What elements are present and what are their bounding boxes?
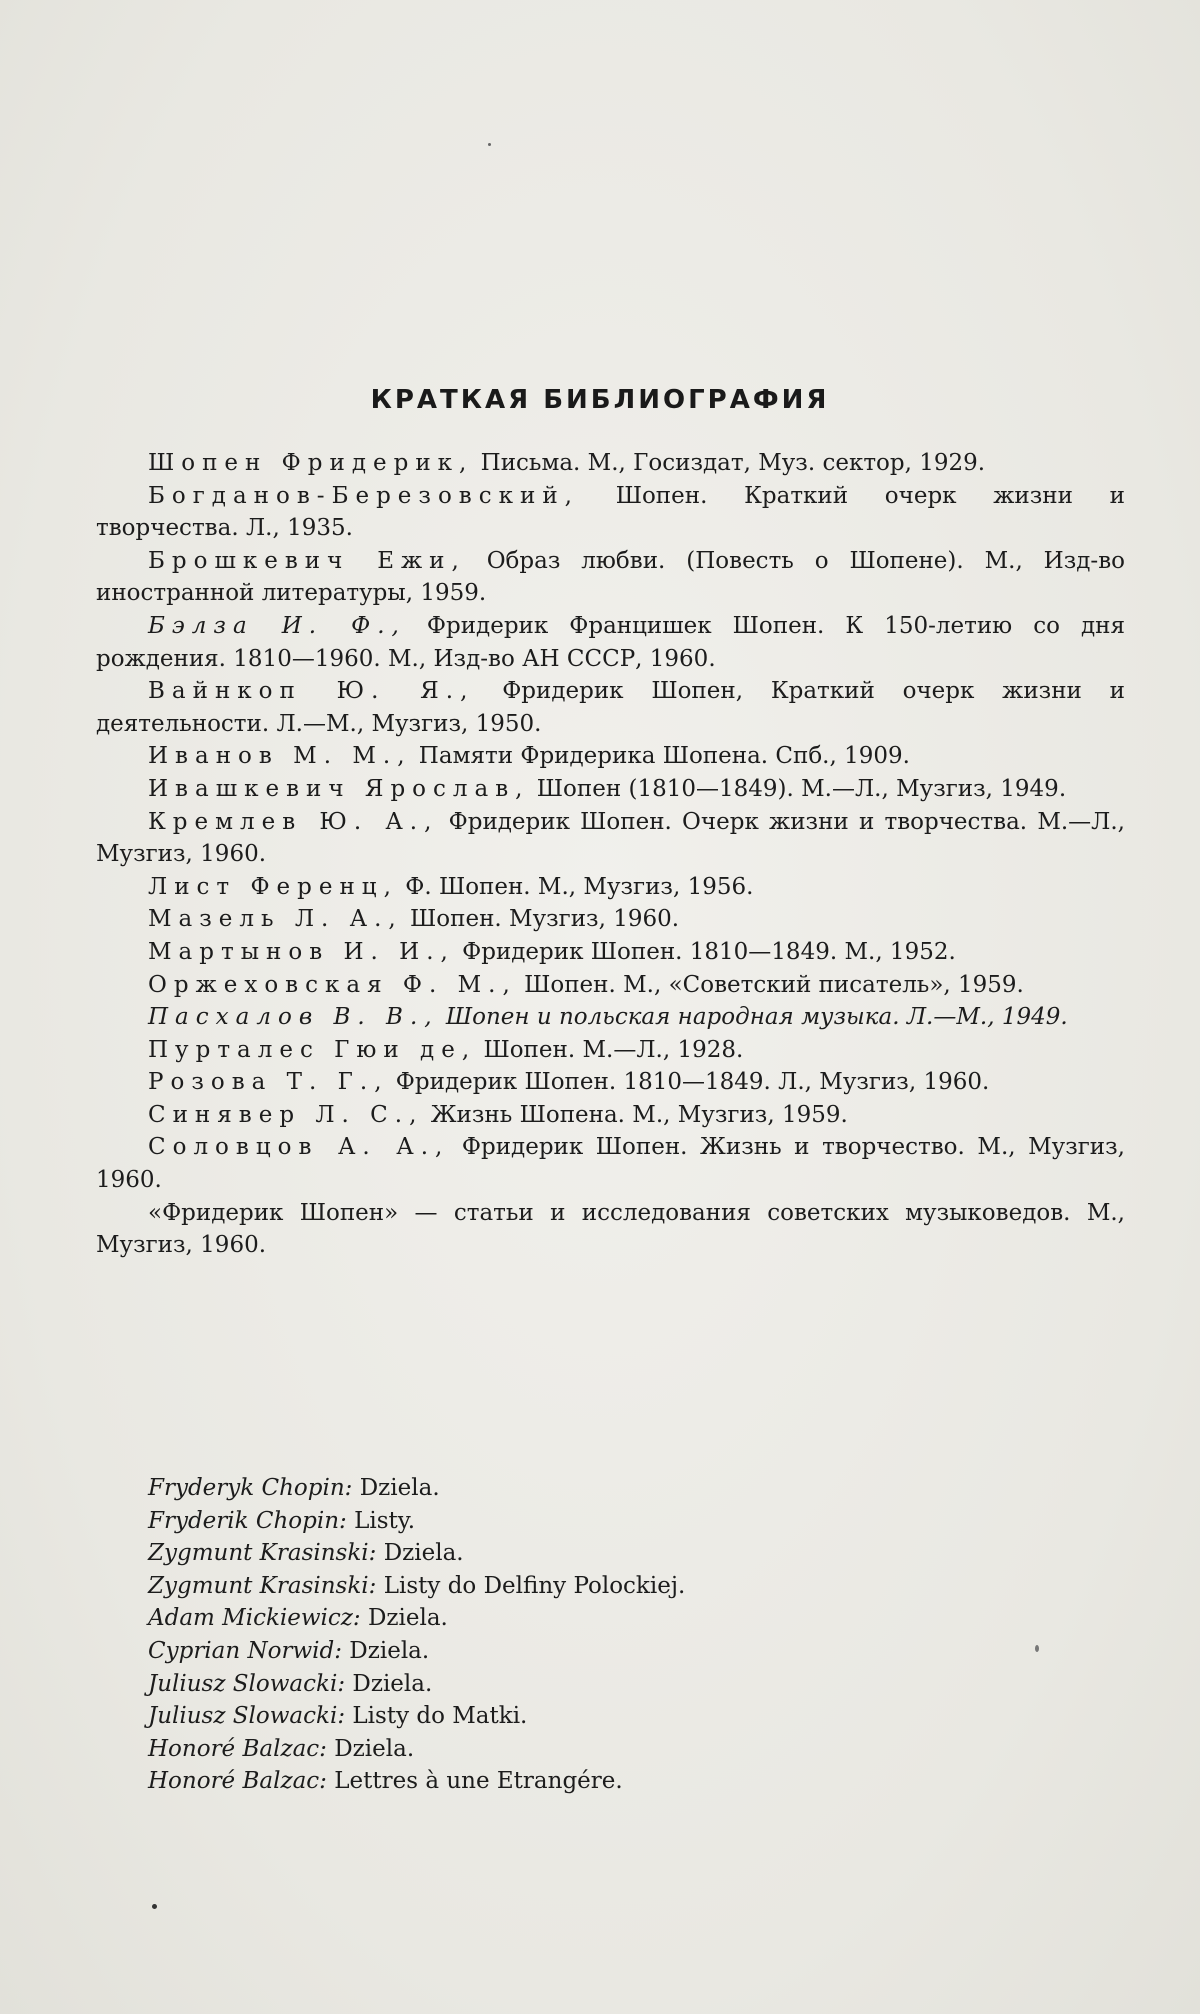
source-author: Fryderik Chopin: xyxy=(148,1507,347,1534)
entry-author: Иванов М. М., xyxy=(148,743,412,770)
entry-author: Синявер Л. С., xyxy=(148,1101,424,1128)
bibliography-entry xyxy=(96,1099,1125,1132)
source-author: Juliusz Slowacki: xyxy=(148,1670,346,1697)
foreign-source-entry xyxy=(148,1472,1048,1505)
foreign-source-entry xyxy=(148,1505,1048,1538)
entry-text: Памяти Фридерика Шопена. Спб., 1909. xyxy=(411,743,910,770)
entry-text: Шопен (1810—1849). М.—Л., Музгиз, 1949. xyxy=(529,775,1067,802)
entry-author: Пасхалов В. В., xyxy=(148,1004,439,1031)
entry-text: Ф. Шопен. М., Музгиз, 1956. xyxy=(397,873,754,900)
entry-text: Письма. М., Госиздат, Муз. сектор, 1929. xyxy=(473,450,986,476)
entry-text: Фридерик Шопен. Очерк жизни и творчества. М.—Л., Музгиз, 1960. xyxy=(96,808,1125,868)
source-title: Dziela. xyxy=(345,1670,433,1697)
source-author: Honoré Balzac: xyxy=(148,1735,327,1762)
source-title: Listy. xyxy=(346,1507,416,1534)
foreign-source-entry xyxy=(148,1733,1048,1766)
bibliography-list xyxy=(96,447,1125,1262)
bibliography-entry xyxy=(96,480,1125,545)
entry-author: Соловцов А. А., xyxy=(148,1134,450,1161)
source-author: Fryderyk Chopin: xyxy=(148,1475,353,1501)
bibliography-entry xyxy=(96,969,1125,1002)
bibliography-entry xyxy=(96,1034,1125,1067)
entry-text: Образ любви. (Повесть о Шопене). М., Изд-во иностранной литературы, 1959. xyxy=(96,547,1125,607)
foreign-source-entry xyxy=(148,1635,1048,1668)
bibliography-entry xyxy=(96,903,1125,936)
entry-author: Кремлев Ю. А., xyxy=(148,808,439,835)
entry-author: Брошкевич Ежи, xyxy=(148,547,466,574)
entry-author: Розова Т. Г., xyxy=(148,1069,389,1096)
source-title: Dziela. xyxy=(326,1735,415,1762)
entry-author: Шопен Фридерик, xyxy=(148,450,474,476)
bibliography-entry xyxy=(96,675,1125,740)
bibliography-entry xyxy=(96,740,1125,773)
entry-text: Шопен и польская народная музыка. Л.—М., 1949. xyxy=(438,1004,1068,1031)
foreign-sources-list xyxy=(148,1472,1048,1798)
entry-text: Шопен. Краткий очерк жизни и творчества. Л., 1935. xyxy=(96,482,1125,542)
entry-author: Пурталес Гюи де, xyxy=(148,1036,477,1063)
entry-text: Фридерик Шопен. 1810—1849. Л., Музгиз, 1960. xyxy=(388,1069,990,1096)
source-title: Listy do Matki. xyxy=(345,1703,528,1730)
source-title: Dziela. xyxy=(341,1637,430,1664)
foreign-source-entry xyxy=(148,1602,1048,1635)
print-speck xyxy=(152,1904,157,1909)
source-author: Zygmunt Krasinski: xyxy=(148,1572,377,1599)
bibliography-entry xyxy=(96,1001,1125,1034)
source-title: Listy do Delfiny Polockiej. xyxy=(376,1572,686,1599)
bibliography-entry xyxy=(96,545,1125,610)
source-author: Cyprian Norwid: xyxy=(148,1637,342,1664)
entry-text: Шопен. М.—Л., 1928. xyxy=(476,1036,744,1063)
entry-author: Бэлза И. Ф., xyxy=(148,612,406,639)
print-speck xyxy=(1035,1645,1039,1652)
entry-author: Мартынов И. И., xyxy=(148,938,455,965)
bibliography-entry xyxy=(96,610,1125,675)
source-author: Juliusz Slowacki: xyxy=(148,1703,346,1730)
bibliography-entry xyxy=(96,1197,1125,1262)
entry-author: Ивашкевич Ярослав, xyxy=(148,775,530,802)
source-author: Honoré Balzac: xyxy=(148,1768,327,1795)
entry-author: Оржеховская Ф. М., xyxy=(148,971,517,998)
source-title: Dziela. xyxy=(360,1605,448,1632)
foreign-source-entry xyxy=(148,1570,1048,1603)
entry-text: Фридерик Шопен. Жизнь и творчество. М., Музгиз, 1960. xyxy=(96,1134,1125,1194)
bibliography-entry xyxy=(96,447,1125,480)
source-title: Dziela. xyxy=(376,1540,464,1567)
foreign-source-entry xyxy=(148,1668,1048,1701)
source-author: Adam Mickiewicz: xyxy=(148,1605,361,1632)
source-title: Lettres à une Etrangére. xyxy=(326,1768,623,1795)
entry-author: Богданов-Березовский, xyxy=(148,482,579,509)
bibliography-entry xyxy=(96,871,1125,904)
entry-author: Мазель Л. А., xyxy=(148,906,403,933)
bibliography-entry xyxy=(96,806,1125,871)
page-title: КРАТКАЯ БИБЛИОГРАФИЯ xyxy=(370,385,830,415)
foreign-source-entry xyxy=(148,1700,1048,1733)
entry-text: Шопен. М., «Советский писатель», 1959. xyxy=(516,971,1024,998)
bibliography-entry xyxy=(96,1066,1125,1099)
entry-text: Фридерик Францишек Шопен. К 150-летию со дня рождения. 1810—1960. М., Изд-во АН СССР, 1960. xyxy=(96,612,1126,672)
foreign-source-entry xyxy=(148,1765,1048,1798)
bibliography-entry xyxy=(96,936,1125,969)
source-author: Zygmunt Krasinski: xyxy=(148,1540,377,1567)
entry-text: «Фридерик Шопен» — статьи и исследования советских музыковедов. М., Музгиз, 1960. xyxy=(96,1199,1125,1259)
foreign-source-entry xyxy=(148,1537,1048,1570)
entry-author: Лист Ференц, xyxy=(148,873,398,900)
print-speck xyxy=(488,143,491,146)
source-title: Dziela. xyxy=(352,1475,440,1501)
entry-text: Жизнь Шопена. М., Музгиз, 1959. xyxy=(423,1101,848,1128)
entry-text: Шопен. Музгиз, 1960. xyxy=(402,906,680,933)
entry-author: Вайнкоп Ю. Я., xyxy=(148,678,475,705)
bibliography-entry xyxy=(96,1131,1125,1196)
entry-text: Фридерик Шопен, Краткий очерк жизни и деятельности. Л.—М., Музгиз, 1950. xyxy=(96,678,1125,737)
entry-text: Фридерик Шопен. 1810—1849. М., 1952. xyxy=(454,938,956,965)
bibliography-entry xyxy=(96,773,1125,806)
